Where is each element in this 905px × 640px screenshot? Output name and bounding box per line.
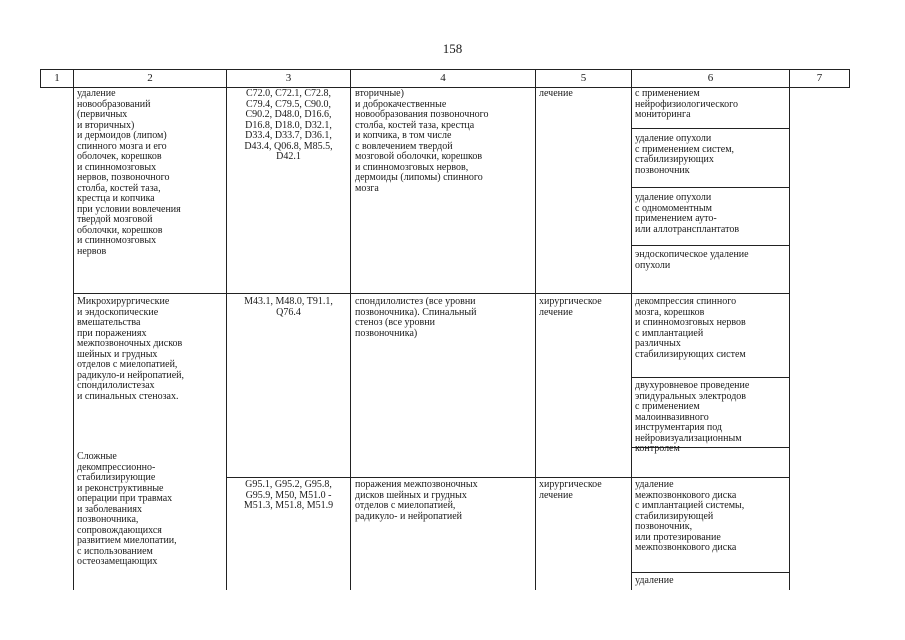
page-number: 158 <box>442 41 463 56</box>
column-header-2: 2 <box>147 72 153 84</box>
col-border <box>350 69 351 590</box>
patient-model: поражения межпозвоночных дисков шейных и грудных отделов с миелопатией, радикуло- и нейропатией <box>355 480 478 522</box>
treatment-type: хирургическое лечение <box>539 480 602 501</box>
treatment-method: удаление межпозвонкового диска с имплантацией системы, стабилизирующей позвоночник, или протезирование межпозвонкового диска <box>635 480 745 553</box>
column-header-6: 6 <box>707 72 714 84</box>
treatment-method: удаление <box>635 576 674 586</box>
col-border <box>535 69 536 590</box>
cell-divider <box>631 128 789 129</box>
icd-codes: G95.1, G95.2, G95.8, G95.9, M50, M51.0 - M51.3, M51.8, M51.9 <box>243 480 334 511</box>
icd-codes: M43.1, M48.0, T91.1, Q76.4 <box>244 297 333 318</box>
treatment-method: удаление опухоли с применением систем, стабилизирующих позвоночник <box>635 134 735 176</box>
intervention-name: удаление новообразований (первичных и вторичных) и дермоидов (липом) спинного мозга и его оболочек, корешков и спинномозговых нервов, позвоночного столба, костей таза, крестца и копчика при условии вовлечения твердой мозговой оболочки, корешков и спинномозговых нервов <box>77 89 181 257</box>
treatment-type: лечение <box>539 89 573 99</box>
cell-divider <box>631 377 789 378</box>
column-header-5: 5 <box>580 72 587 84</box>
patient-model: спондилолистез (все уровни позвоночника). Спинальный стеноз (все уровни позвоночника) <box>355 297 477 339</box>
column-header-4: 4 <box>440 72 446 84</box>
treatment-method: эндоскопическое удаление опухоли <box>635 250 749 271</box>
intervention-name: Микрохирургические и эндоскопические вмешательства при поражениях межпозвоночных дисков шейных и грудных отделов с миелопатией, радикуло-и нейропатией, спондилолистезах и спинальных стенозах. <box>77 297 185 402</box>
treatment-method: двухуровневое проведение эпидуральных электродов с применением малоинвазивного инструментария под нейровизуализационным контролем <box>635 381 750 454</box>
patient-model: вторичные) и доброкачественные новообразования позвоночного столба, костей таза, крестца и копчика, в том числе с вовлечением твердой мозговой оболочки, корешков и спинномозговых нервов, дермоиды (липомы) спинного мозга <box>355 89 489 194</box>
cell-divider <box>631 572 789 573</box>
cell-divider <box>631 187 789 188</box>
icd-codes: C72.0, C72.1, C72.8, C79.4, C79.5, C90.0, C90.2, D48.0, D16.6, D16.8, D18.0, D32.1, D33.4, D33.7, D36.1, D43.4, Q06.8, M85.5, D42.1 <box>244 89 333 162</box>
intervention-name: Сложные декомпрессионно- стабилизирующие и реконструктивные операции при травмах и заболеваниях позвоночника, сопровождающихся развитием миелопатии, с использованием остеозамещающих <box>77 452 177 567</box>
col-border <box>789 69 790 590</box>
column-header-1: 1 <box>54 72 60 84</box>
treatment-method: удаление опухоли с одномоментным применением ауто- или аллотрансплантатов <box>635 193 740 235</box>
treatment-type: хирургическое лечение <box>539 297 602 318</box>
treatment-method: с применением нейрофизиологического мониторинга <box>635 89 738 120</box>
row-divider <box>73 293 789 294</box>
column-header-3: 3 <box>285 72 292 84</box>
header-bottom-border <box>40 87 849 88</box>
column-header-7: 7 <box>816 72 823 84</box>
col-border <box>849 69 850 88</box>
col-border <box>73 69 74 590</box>
treatment-method: декомпрессия спинного мозга, корешков и спинномозговых нервов с имплантацией различных стабилизирующих систем <box>635 297 746 360</box>
cell-divider <box>631 245 789 246</box>
col-border <box>631 69 632 590</box>
row-divider <box>226 477 789 478</box>
